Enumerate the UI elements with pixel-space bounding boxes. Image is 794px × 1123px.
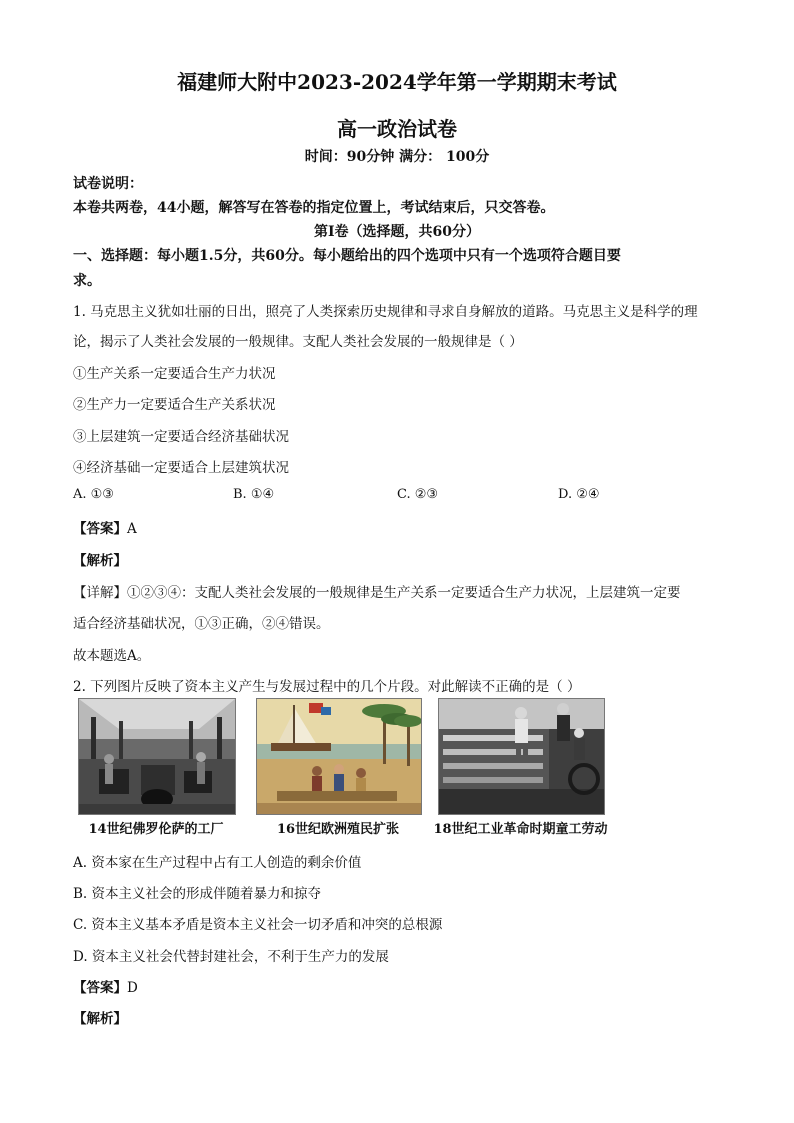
q1-detail-line2: 适合经济基础状况，①③正确，②④错误。	[73, 616, 330, 632]
q2-option-c: C. 资本主义基本矛盾是资本主义社会一切矛盾和冲突的总根源	[73, 917, 443, 933]
q2-answer-label: 【答案】	[73, 980, 127, 996]
q1-answer-value: A	[127, 521, 137, 537]
q1-option-a: A. ①③	[73, 487, 114, 502]
q2-answer	[73, 976, 138, 996]
colonial-painting-image	[257, 699, 421, 814]
caption-factory: 14世纪佛罗伦萨的工厂	[88, 822, 224, 837]
section-heading-line2: 求。	[73, 273, 101, 289]
q2-stem: 2. 下列图片反映了资本主义产生与发展过程中的几个片段。对此解读不正确的是（ ）	[73, 679, 581, 695]
child-labor-photo	[438, 698, 605, 815]
q1-item-2: ②生产力一定要适合生产关系状况	[73, 397, 276, 413]
instructions-label: 试卷说明：	[73, 176, 143, 192]
q1-analysis-label: 【解析】	[73, 553, 127, 569]
time-info: 时间：90分钟 满分： 100分	[304, 149, 490, 165]
q1-option-b: B. ①④	[233, 487, 275, 502]
factory-photo	[78, 698, 236, 815]
q2-option-a: A. 资本家在生产过程中占有工人创造的剩余价值	[73, 855, 362, 871]
caption-colonial: 16世纪欧洲殖民扩张	[276, 822, 400, 837]
q1-option-d: D. ②④	[558, 487, 600, 502]
q2-option-d: D. 资本主义社会代替封建社会，不利于生产力的发展	[73, 949, 389, 965]
q1-item-4: ④经济基础一定要适合上层建筑状况	[73, 460, 289, 476]
instructions-text: 本卷共两卷，44小题，解答写在答卷的指定位置上，考试结束后，只交答卷。	[73, 200, 555, 216]
q2-analysis-label: 【解析】	[73, 1011, 127, 1027]
q1-answer	[73, 517, 137, 537]
q1-item-3: ③上层建筑一定要适合经济基础状况	[73, 429, 289, 445]
factory-photo-image	[79, 699, 235, 814]
child-labor-photo-image	[439, 699, 604, 814]
colonial-painting	[256, 698, 422, 815]
q1-option-c: C. ②③	[397, 487, 439, 502]
q2-answer-value: D	[127, 980, 138, 996]
q1-item-1: ①生产关系一定要适合生产力状况	[73, 366, 276, 382]
q1-detail-line1: 【详解】①②③④：支配人类社会发展的一般规律是生产关系一定要适合生产力状况，上层建筑一定要	[73, 585, 681, 601]
exam-title: 福建师大附中2023-2024学年第一学期期末考试	[177, 70, 617, 94]
part-title: 第Ⅰ卷（选择题，共60分）	[313, 224, 481, 240]
q1-stem-line2: 论，揭示了人类社会发展的一般规律。支配人类社会发展的一般规律是（ ）	[73, 334, 523, 350]
q1-answer-label: 【答案】	[73, 521, 127, 537]
caption-child-labor: 18世纪工业革命时期童工劳动	[433, 822, 608, 837]
exam-subtitle: 高一政治试卷	[337, 117, 457, 141]
q2-option-b: B. 资本主义社会的形成伴随着暴力和掠夺	[73, 886, 322, 902]
q1-conclusion: 故本题选A。	[73, 648, 151, 664]
q1-stem-line1: 1. 马克思主义犹如壮丽的日出，照亮了人类探索历史规律和寻求自身解放的道路。马克思主义是科学的理	[73, 304, 698, 320]
section-heading-line1: 一、选择题：每小题1.5分，共60分。每小题给出的四个选项中只有一个选项符合题目要	[73, 248, 621, 264]
